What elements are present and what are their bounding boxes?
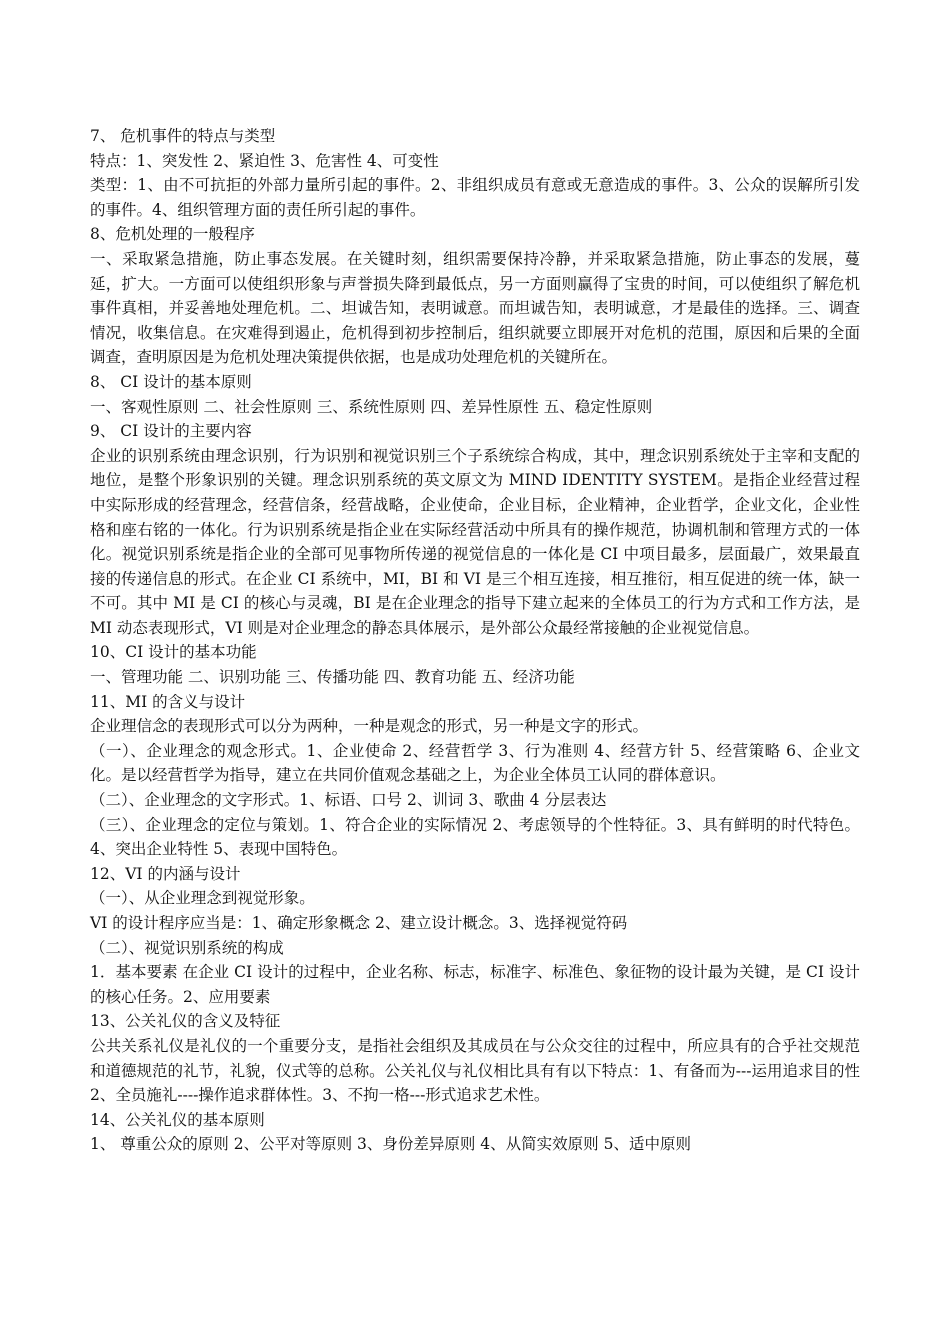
heading-vi-design: 12、VI 的内涵与设计: [90, 864, 241, 883]
heading-crisis-features: 7、 危机事件的特点与类型: [90, 127, 276, 145]
paragraph-vi-concept: （一）、从企业理念到视觉形象。: [90, 889, 315, 908]
paragraph-vi-elements: 1．基本要素 在企业 CI 设计的过程中，企业名称、标志，标准字、标准色、象征物的设计最为关键，是 CI 设计的核心任务。2、应用要素: [90, 963, 860, 1006]
paragraph-vi-structure: （二）、视觉识别系统的构成: [90, 938, 284, 957]
heading-crisis-procedure: 8、危机处理的一般程序: [90, 225, 255, 244]
paragraph-mi-positioning: （三）、企业理念的定位与策划。1、符合企业的实际情况 2、考虑领导的个性特征。3、具有鲜明的时代特色。4、突出企业特性 5、表现中国特色。: [90, 815, 860, 859]
heading-pr-etiquette: 13、公关礼仪的含义及特征: [90, 1012, 281, 1031]
paragraph-ci-content: 企业的识别系统由理念识别，行为识别和视觉识别三个子系统综合构成，其中，理念识别系统处于主宰和支配的地位，是整个形象识别的关键。理念识别系统的英文原文为 MIND IDENTITY SYSTEM。是指企业经营过程中实际形成的经营理念，经营信条，经营战略，企业使命，企业目标，企业精神，企业哲学，企业文化，企业性格和座右铭的一体化。行为识别系统是指企业在实际经营活动中所具有的操作规范，协调机制和管理方式的一体化。视觉识别系统是指企业的全部可见事物所传递的视觉信息的一体化是 CI 中项目最多，层面最广，效果最直接的传递信息的形式。在企业 CI 系统中，MI，BI 和 VI 是三个相互连接，相互推衍，相互促进的统一体，缺一不可。其中 MI 是 CI 的核心与灵魂，BI 是在企业理念的指导下建立起来的全体员工的行为方式和工作方法，是 MI 动态表现形式，VI 则是对企业理念的静态具体展示，是外部公众最经常接触的企业视觉信息。: [90, 446, 860, 637]
heading-ci-content: 9、 CI 设计的主要内容: [90, 422, 252, 441]
paragraph-types: 类型：1、由不可抗拒的外部力量所引起的事件。2、非组织成员有意或无意造成的事件。3、公众的误解所引发的事件。4、组织管理方面的责任所引起的事件。: [90, 176, 860, 219]
heading-mi-design: 11、MI 的含义与设计: [90, 692, 246, 711]
paragraph-mi-text-form: （二）、企业理念的文字形式。1、标语、口号 2、训词 3、歌曲 4 分层表达: [90, 791, 607, 810]
paragraph-mi-concept-form: （一）、企业理念的观念形式。1、企业使命 2、经营哲学 3、行为准则 4、经营方针 5、经营策略 6、企业文化。是以经营哲学为指导，建立在共同价值观念基础之上，为企业全体员工认同的群体意识。: [90, 741, 860, 785]
paragraph-vi-procedure: VI 的设计程序应当是：1、确定形象概念 2、建立设计概念。3、选择视觉符码: [90, 914, 628, 932]
paragraph-pr-principles: 1、 尊重公众的原则 2、公平对等原则 3、身份差异原则 4、从简实效原则 5、适中原则: [90, 1135, 691, 1154]
paragraph-ci-functions: 一、管理功能 二、识别功能 三、传播功能 四、教育功能 五、经济功能: [90, 668, 575, 687]
heading-pr-principles: 14、公关礼仪的基本原则: [90, 1110, 265, 1129]
document-body: [90, 124, 860, 1157]
heading-ci-functions: 10、CI 设计的基本功能: [90, 643, 257, 662]
heading-ci-principles: 8、 CI 设计的基本原则: [90, 372, 252, 391]
paragraph-ci-principles: 一、客观性原则 二、社会性原则 三、系统性原则 四、差异性原性 五、稳定性原则: [90, 397, 653, 416]
paragraph-features: 特点：1、突发性 2、紧迫性 3、危害性 4、可变性: [90, 151, 439, 170]
paragraph-crisis-procedure: 一、采取紧急措施，防止事态发展。在关键时刻，组织需要保持冷静，并采取紧急措施，防止事态的发展，蔓延，扩大。一方面可以使组织形象与声誉损失降到最低点，另一方面则赢得了宝贵的时间，可以使组织了解危机事件真相，并妥善地处理危机。二、坦诚告知，表明诚意。而坦诚告知，表明诚意，才是最佳的选择。三、调查情况，收集信息。在灾难得到遏止，危机得到初步控制后，组织就要立即展开对危机的范围，原因和后果的全面调查，查明原因是为危机处理决策提供依据，也是成功处理危机的关键所在。: [90, 249, 860, 367]
paragraph-mi-forms: 企业理信念的表现形式可以分为两种，一种是观念的形式，另一种是文字的形式。: [90, 717, 649, 736]
paragraph-pr-etiquette: 公共关系礼仪是礼仪的一个重要分支，是指社会组织及其成员在与公众交往的过程中，所应具有的合乎社交规范和道德规范的礼节，礼貌，仪式等的总称。公关礼仪与礼仪相比具有有以下特点：1、有备而为---运用追求目的性 2、全员施礼----操作追求群体性。3、不拘一格---形式追求艺术性。: [90, 1036, 860, 1105]
